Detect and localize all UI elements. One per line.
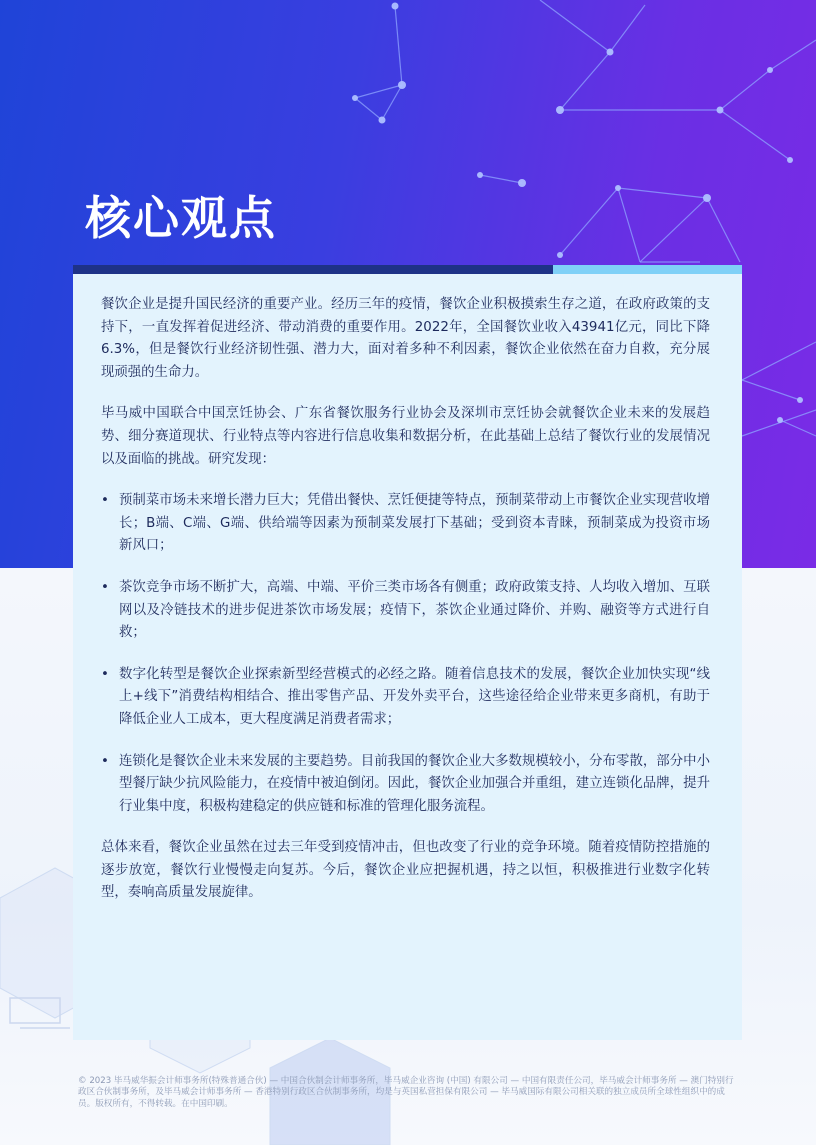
bullet-icon: • [101, 753, 109, 769]
bullet-icon: • [101, 579, 109, 595]
copyright-footer: © 2023 毕马威华振会计师事务所(特殊普通合伙) — 中国合伙制会计师事务所，毕马威企业咨询 (中国) 有限公司 — 中国有限责任公司，毕马威会计师事务所 — 澳门特别行政区合伙制事务所，及毕马威会计师事务所 — 香港特别行政区合伙制事务所，均是与英国私营担保有限公司 — 毕马威国际有限公司相关联的独立成员所全球性组织中的成员。版权所有，不得转载。在中国印刷。 [78, 1076, 734, 1109]
list-item-text: 连锁化是餐饮企业未来发展的主要趋势。目前我国的餐饮企业大多数规模较小，分布零散，部分中小型餐厅缺少抗风险能力，在疫情中被迫倒闭。因此，餐饮企业加强合并重组，建立连锁化品牌，提升行业集中度，积极构建稳定的供应链和标准的管理化服务流程。 [119, 753, 710, 814]
list-item [101, 577, 710, 645]
bullet-icon: • [101, 666, 109, 682]
research-paragraph: 毕马威中国联合中国烹饪协会、广东省餐饮服务行业协会及深圳市烹饪协会就餐饮企业未来的发展趋势、细分赛道现状、行业特点等内容进行信息收集和数据分析，在此基础上总结了餐饮行业的发展情况以及面临的挑战。研究发现： [101, 406, 710, 467]
list-item [101, 664, 710, 732]
accent-bar-dark [73, 265, 553, 274]
list-item [101, 751, 710, 819]
accent-bar-light [553, 265, 742, 274]
content-card [73, 274, 742, 1040]
page-title: 核心观点 [85, 191, 277, 245]
findings-list [101, 490, 710, 818]
bullet-icon: • [101, 493, 109, 509]
list-item-text: 茶饮竞争市场不断扩大，高端、中端、平价三类市场各有侧重；政府政策支持、人均收入增加、互联网以及冷链技术的进步促进茶饮市场发展；疫情下，茶饮企业通过降价、并购、融资等方式进行自救； [119, 579, 710, 641]
conclusion-paragraph: 总体来看，餐饮企业虽然在过去三年受到疫情冲击，但也改变了行业的竞争环境。随着疫情防控措施的逐步放宽，餐饮行业慢慢走向复苏。今后，餐饮企业应把握机遇，持之以恒，积极推进行业数字化转型，奏响高质量发展旋律。 [101, 840, 710, 901]
list-item-text: 预制菜市场未来增长潜力巨大；凭借出餐快、烹饪便捷等特点，预制菜带动上市餐饮企业实现营收增长；B端、C端、G端、供给端等因素为预制菜发展打下基础；受到资本青睐，预制菜成为投资市场新风口； [119, 493, 710, 554]
intro-paragraph: 餐饮企业是提升国民经济的重要产业。经历三年的疫情，餐饮企业积极摸索生存之道，在政府政策的支持下，一直发挥着促进经济、带动消费的重要作用。2022年，全国餐饮业收入43941亿元，同比下降6.3%，但是餐饮行业经济韧性强、潜力大，面对着多种不利因素，餐饮企业依然在奋力自救，充分展现顽强的生命力。 [101, 297, 710, 380]
list-item-text: 数字化转型是餐饮企业探索新型经营模式的必经之路。随着信息技术的发展，餐饮企业加快实现“线上+线下”消费结构相结合、推出零售产品、开发外卖平台，这些途径给企业带来更多商机，有助于降低企业人工成本，更大程度满足消费者需求； [119, 666, 710, 727]
list-item [101, 490, 710, 558]
